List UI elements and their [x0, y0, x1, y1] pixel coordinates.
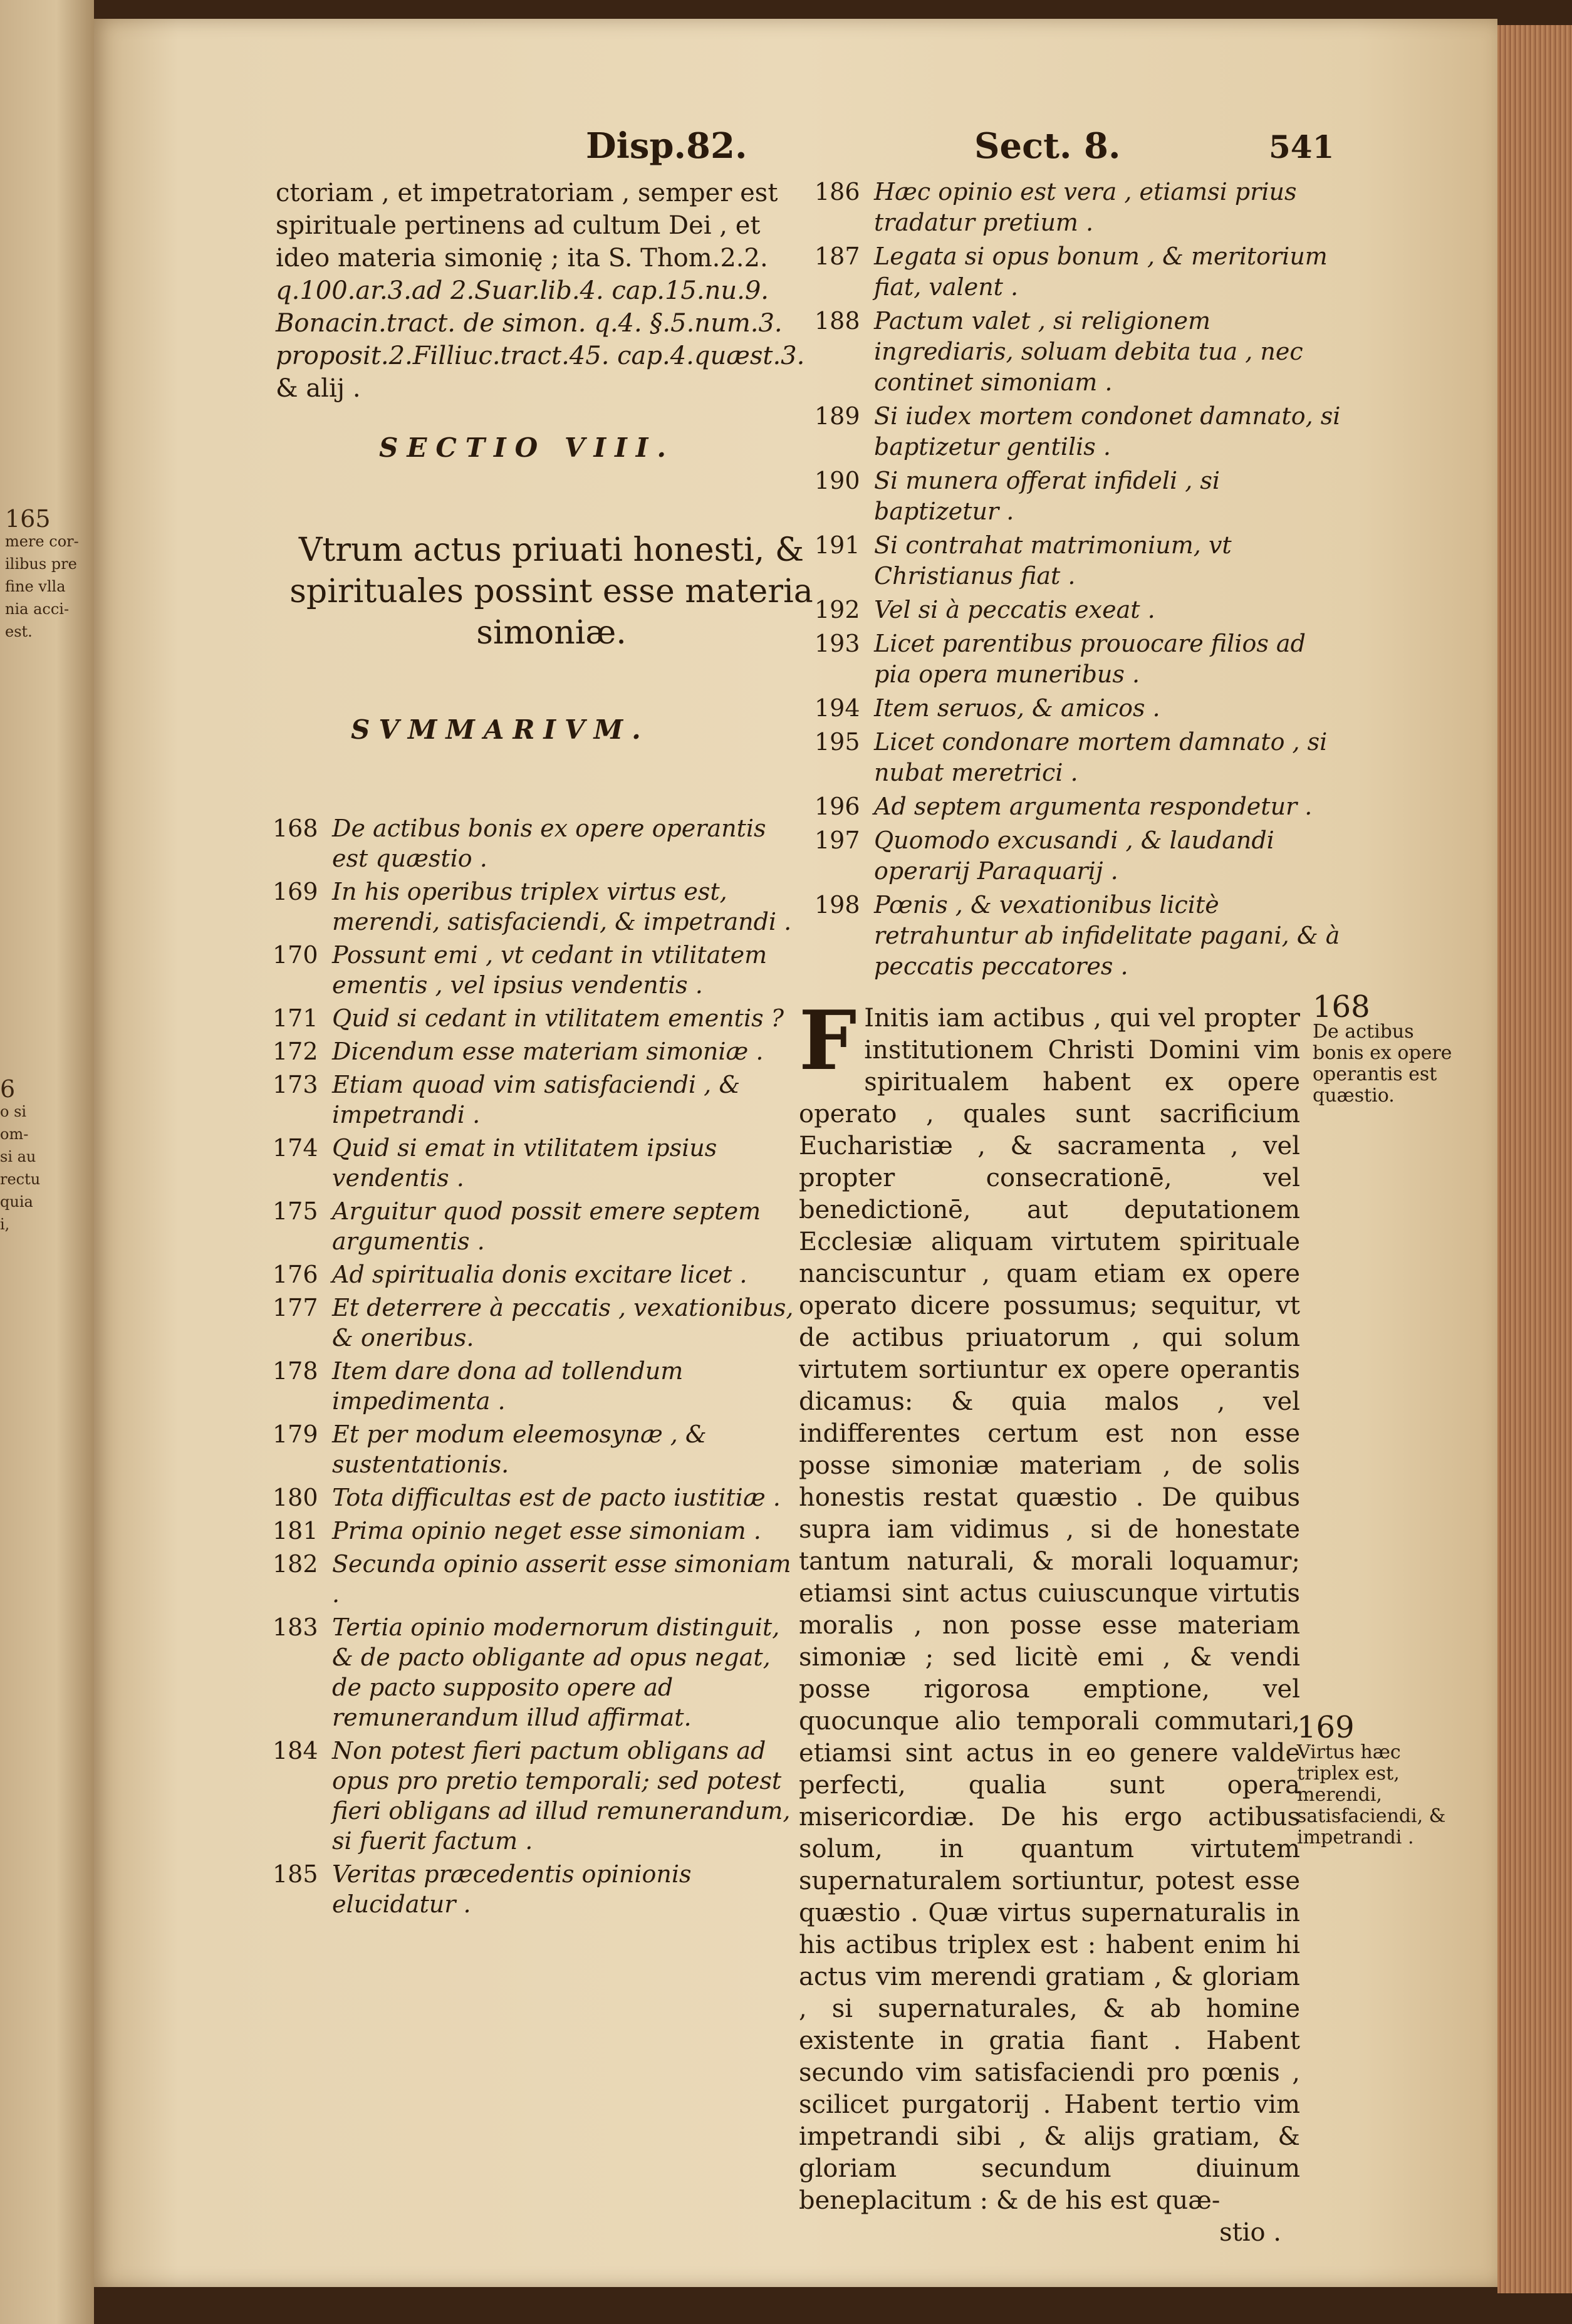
- summary-number: 182: [273, 1550, 318, 1578]
- summary-item: [815, 693, 1341, 724]
- summary-number: 179: [273, 1420, 318, 1448]
- summary-item: [273, 877, 802, 937]
- summary-text: Vel si à peccatis exeat .: [874, 596, 1155, 623]
- summary-number: 185: [273, 1860, 318, 1888]
- intro-line: ideo materia simonię ; ita S. Thom.2.2.: [276, 244, 768, 273]
- summary-item: [815, 306, 1341, 398]
- summary-text: Hæc opinio est vera , etiamsi prius tradatur pretium .: [874, 178, 1297, 236]
- section-title: Vtrum actus priuati honesti, & spirituales possint esse materia simoniæ.: [289, 531, 813, 652]
- summary-item: [815, 241, 1341, 303]
- summary-text: Tertia opinio modernorum distinguit, & de pacto obligante ad opus negat, de pacto supposito opere ad remunerandum illud affirmat.: [332, 1613, 780, 1731]
- fragment-line: o si: [0, 1103, 27, 1120]
- summary-item: [815, 825, 1341, 887]
- summary-text: Licet condonare mortem damnato , si nubat meretrici .: [874, 728, 1328, 786]
- section-heading: SECTIO VIII.: [379, 432, 675, 463]
- summary-text: Secunda opinio asserit esse simoniam .: [332, 1550, 791, 1608]
- summary-item: [815, 791, 1341, 822]
- fragment-line: 165: [5, 505, 51, 533]
- fragment-line: nia acci-: [5, 600, 70, 618]
- summary-item: [273, 940, 802, 1000]
- fragment-line: om-: [0, 1125, 29, 1143]
- drop-cap: F: [799, 993, 857, 1088]
- intro-line: proposit.2.Filliuc.tract.45. cap.4.quæst.3.: [276, 341, 805, 370]
- summary-number: 192: [815, 596, 860, 623]
- summary-item: [273, 1736, 802, 1856]
- left-page-edge: [0, 0, 94, 2324]
- summary-item: [273, 1003, 802, 1033]
- summary-item: [815, 628, 1341, 690]
- summary-number: 197: [815, 826, 860, 854]
- summary-item: [273, 1612, 802, 1733]
- left-margin-fragment-top: [5, 505, 79, 643]
- page-number: 541: [1269, 128, 1335, 165]
- intro-line: ctoriam , et impetratoriam , semper est: [276, 179, 778, 207]
- summary-number: 175: [273, 1197, 318, 1225]
- intro-line: q.100.ar.3.ad 2.Suar.lib.4. cap.15.nu.9.: [276, 276, 769, 305]
- summary-text: In his operibus triplex virtus est, merendi, satisfaciendi, & impetrandi .: [332, 878, 792, 935]
- summary-number: 196: [815, 793, 860, 820]
- side-note-text: Virtus hæc triplex est, merendi, satisfaciendi, & impetrandi .: [1297, 1741, 1446, 1848]
- summary-list-right: [815, 177, 1341, 985]
- intro-line: spirituale pertinens ad cultum Dei , et: [276, 211, 761, 240]
- summary-number: 172: [273, 1038, 318, 1065]
- summary-heading: SVMMARIVM.: [351, 714, 650, 745]
- summary-item: [273, 1549, 802, 1609]
- summary-number: 189: [815, 402, 860, 430]
- fragment-line: mere cor-: [5, 533, 79, 550]
- summary-item: [273, 1293, 802, 1353]
- page-edge-decoration: [1497, 25, 1572, 2293]
- summary-number: 186: [815, 178, 860, 206]
- intro-line: Bonacin.tract. de simon. q.4. §.5.num.3.: [276, 309, 783, 338]
- catchword: stio .: [1219, 2218, 1281, 2247]
- summary-item: [273, 1419, 802, 1479]
- summary-text: Quid si cedant in vtilitatem ementis ?: [332, 1004, 784, 1032]
- fragment-line: i,: [0, 1216, 10, 1233]
- summary-text: Non potest fieri pactum obligans ad opus pro pretio temporali; sed potest fieri obligans ad illud remunerandum, si fuerit factum .: [332, 1737, 791, 1855]
- summary-item: [273, 1070, 802, 1130]
- summary-number: 180: [273, 1484, 318, 1511]
- summary-number: 198: [815, 891, 860, 919]
- summary-item: [815, 890, 1341, 982]
- summary-text: Si iudex mortem condonet damnato, si baptizetur gentilis .: [874, 402, 1341, 461]
- summary-text: Licet parentibus prouocare filios ad pia opera muneribus .: [874, 630, 1306, 688]
- fragment-line: 6: [0, 1075, 16, 1103]
- summary-text: Pœnis , & vexationibus licitè retrahuntur ab infidelitate pagani, & à peccatis peccatores .: [874, 891, 1340, 980]
- summary-number: 176: [273, 1261, 318, 1288]
- summary-number: 181: [273, 1517, 318, 1545]
- summary-text: Pactum valet , si religionem ingrediaris, soluam debita tua , nec continet simoniam .: [874, 307, 1303, 396]
- fragment-line: si au: [0, 1148, 36, 1165]
- summary-list-left: [273, 813, 802, 1922]
- summary-number: 177: [273, 1294, 318, 1321]
- summary-number: 183: [273, 1613, 318, 1641]
- summary-text: Et deterrere à peccatis , vexationibus, & oneribus.: [332, 1294, 794, 1352]
- intro-line: & alij .: [276, 374, 361, 403]
- summary-text: Prima opinio neget esse simoniam .: [332, 1517, 761, 1545]
- summary-text: Arguitur quod possit emere septem argumentis .: [332, 1197, 761, 1255]
- summary-item: [815, 595, 1341, 625]
- fragment-line: ilibus pre: [5, 555, 77, 573]
- summary-number: 194: [815, 694, 860, 722]
- summary-text: Et per modum eleemosynæ , & sustentationis.: [332, 1420, 707, 1478]
- summary-number: 173: [273, 1071, 318, 1098]
- summary-text: Veritas præcedentis opinionis elucidatur .: [332, 1860, 692, 1918]
- summary-number: 168: [273, 815, 318, 842]
- summary-item: [273, 1356, 802, 1416]
- fragment-line: quia: [0, 1193, 33, 1211]
- summary-item: [273, 1259, 802, 1290]
- intro-paragraph: [276, 177, 821, 405]
- summary-item: [815, 177, 1341, 238]
- summary-number: 184: [273, 1737, 318, 1764]
- summary-item: [815, 727, 1341, 788]
- summary-item: [815, 401, 1341, 462]
- summary-number: 169: [273, 878, 318, 905]
- summary-number: 178: [273, 1357, 318, 1385]
- summary-item: [273, 813, 802, 873]
- summary-text: Dicendum esse materiam simoniæ .: [332, 1038, 764, 1065]
- summary-item: [815, 466, 1341, 527]
- summary-text: De actibus bonis ex opere operantis est quæstio .: [332, 815, 766, 872]
- body-paragraph: [799, 993, 1300, 2249]
- fragment-line: rectu: [0, 1170, 41, 1188]
- summary-text: Si contrahat matrimonium, vt Christianus fiat .: [874, 531, 1232, 590]
- summary-text: Si munera offerat infideli , si baptizetur .: [874, 467, 1221, 525]
- summary-text: Possunt emi , vt cedant in vtilitatem ementis , vel ipsius vendentis .: [332, 941, 768, 999]
- header-disputation: Disp.82.: [586, 125, 747, 167]
- summary-text: Tota difficultas est de pacto iustitiæ .: [332, 1484, 781, 1511]
- summary-text: Ad spiritualia donis excitare licet .: [332, 1261, 747, 1288]
- summary-text: Ad septem argumenta respondetur .: [874, 793, 1313, 820]
- summary-number: 188: [815, 307, 860, 335]
- summary-item: [273, 1036, 802, 1066]
- side-note-168: [1313, 989, 1463, 1107]
- summary-text: Quid si emat in vtilitatem ipsius vendentis .: [332, 1134, 717, 1192]
- side-note-number: 168: [1313, 989, 1370, 1024]
- summary-item: [273, 1196, 802, 1256]
- summary-text: Legata si opus bonum , & meritorium fiat, valent .: [874, 242, 1328, 301]
- summary-item: [273, 1133, 802, 1193]
- summary-text: Quomodo excusandi , & laudandi operarij Paraquarij .: [874, 826, 1274, 885]
- summary-number: 170: [273, 941, 318, 969]
- summary-number: 190: [815, 467, 860, 494]
- summary-number: 187: [815, 242, 860, 270]
- summary-item: [273, 1516, 802, 1546]
- header-section: Sect. 8.: [974, 125, 1121, 167]
- side-note-number: 169: [1297, 1710, 1355, 1745]
- fragment-line: est.: [5, 623, 33, 640]
- fragment-line: fine vlla: [5, 578, 66, 595]
- summary-text: Item seruos, & amicos .: [874, 694, 1160, 722]
- summary-item: [273, 1482, 802, 1513]
- summary-text: Item dare dona ad tollendum impedimenta .: [332, 1357, 684, 1415]
- summary-text: Etiam quoad vim satisfaciendi , & impetrandi .: [332, 1071, 741, 1128]
- left-margin-fragment-bottom: [0, 1075, 41, 1236]
- summary-item: [273, 1859, 802, 1919]
- side-note-text: De actibus bonis ex opere operantis est quæstio.: [1313, 1021, 1452, 1107]
- summary-number: 195: [815, 728, 860, 756]
- body-text: Initis iam actibus , qui vel propter institutionem Christi Domini vim spiritualem habent ex opere operato , quales sunt sacrificium Eucharistiæ , & sacramenta , vel propter consecrationē, vel benedictionē, aut deputationem Ecclesiæ aliquam virtutem spirituale nanciscuntur , quam etiam ex opere operato dicere possumus; sequitur, vt de actibus priuatorum , qui solum virtutem sortiuntur ex opere operantis dicamus: & quia malos , vel indifferentes certum est non esse posse simoniæ materiam , de solis honestis restat quæstio . De quibus supra iam vidimus , si de honestate tantum naturali, & morali loquamur; etiamsi sint actus cuiuscunque virtutis moralis , non posse esse materiam simoniæ ; sed licitè emi , & vendi posse rigorosa emptione, vel quocunque alio temporali commutari, etiamsi sint actus in eo genere valde perfecti, qualia sunt opera misericordiæ. De his ergo actibus solum, in quantum virtutem supernaturalem sortiuntur, potest esse quæstio . Quæ virtus supernaturalis in his actibus triplex est : habent enim hi actus vim merendi gratiam , & gloriam , si supernaturales, & ab homine existente in gratia fiant . Habent secundo vim satisfaciendi pro pœnis , scilicet purgatorij . Habent tertio vim impetrandi sibi , & alijs gratiam, & gloriam secundum diuinum beneplacitum : & de his est quæ-: [799, 1004, 1300, 2215]
- summary-item: [815, 530, 1341, 591]
- summary-number: 171: [273, 1004, 318, 1032]
- summary-number: 191: [815, 531, 860, 559]
- summary-number: 193: [815, 630, 860, 657]
- side-note-169: [1297, 1710, 1447, 1848]
- summary-number: 174: [273, 1134, 318, 1162]
